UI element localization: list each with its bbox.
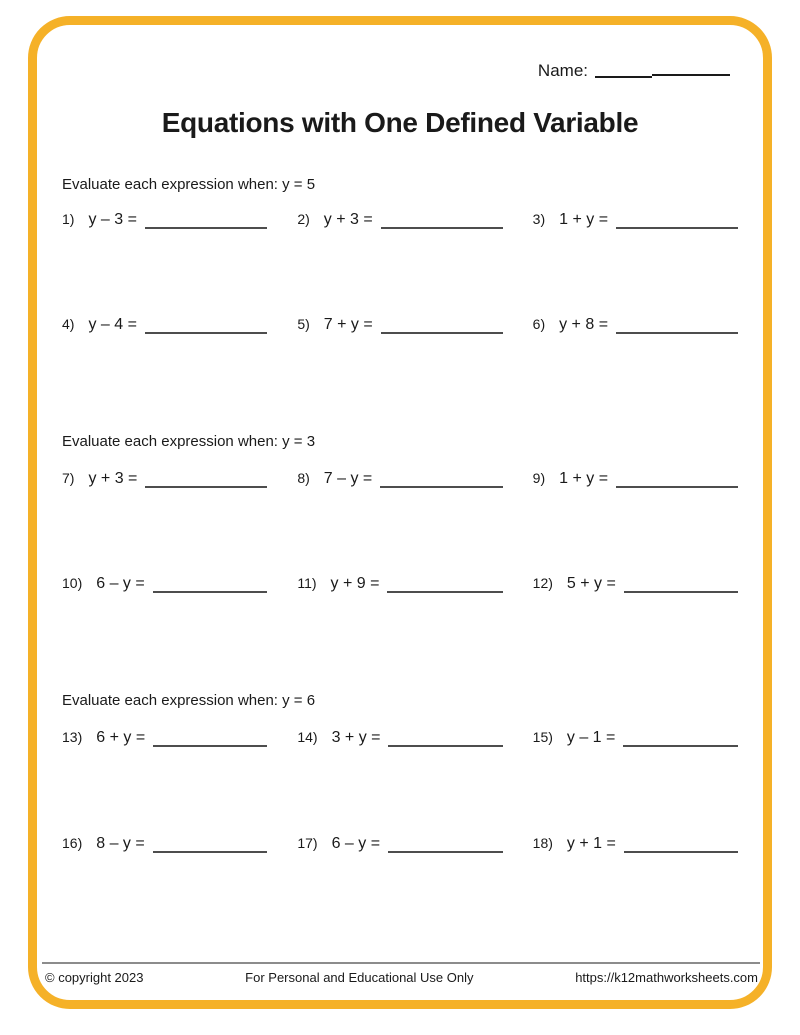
answer-line [145, 217, 267, 229]
problem-expression: 6 – y = [331, 835, 381, 852]
problem-expression: y + 8 = [559, 316, 609, 333]
problem-5 [297, 316, 502, 334]
problem-expression: y – 1 = [566, 729, 616, 746]
footer [45, 970, 758, 985]
section-instruction: Evaluate each expression when: y = 3 [62, 433, 316, 450]
problem-expression: 8 – y = [96, 835, 145, 852]
problem-number: 7) [62, 470, 75, 486]
problem-number: 15) [532, 729, 553, 745]
problem-expression: 3 + y = [331, 729, 381, 746]
problem-number: 13) [62, 729, 83, 745]
problem-row [62, 729, 738, 747]
answer-line [145, 322, 267, 334]
answer-line [624, 581, 738, 593]
problem-12 [533, 575, 738, 593]
problem-number: 16) [62, 835, 83, 851]
answer-line [616, 322, 738, 334]
problem-expression: 5 + y = [566, 575, 616, 592]
problem-15 [533, 729, 738, 747]
problem-10 [62, 575, 267, 593]
problem-9 [533, 470, 738, 488]
website-url: https://k12mathworksheets.com [575, 970, 758, 985]
problem-expression: 6 + y = [96, 729, 146, 746]
problem-expression: 7 – y = [323, 470, 373, 487]
problem-number: 12) [532, 575, 553, 591]
section-instruction: Evaluate each expression when: y = 6 [62, 692, 316, 709]
answer-line [380, 476, 502, 488]
problem-number: 3) [532, 211, 546, 227]
section-instruction: Evaluate each expression when: y = 5 [62, 176, 316, 193]
problem-number: 2) [297, 211, 310, 227]
name-row [538, 60, 730, 81]
problem-8 [297, 470, 502, 488]
problem-expression: y + 3 = [88, 470, 138, 487]
answer-line [388, 735, 502, 747]
problem-row [62, 211, 738, 229]
problem-number: 1) [62, 211, 75, 227]
page-title: Equations with One Defined Variable [161, 107, 639, 138]
problem-2 [297, 211, 502, 229]
answer-line [145, 476, 267, 488]
answer-line [624, 841, 738, 853]
problem-17 [297, 835, 502, 853]
problem-number: 5) [297, 316, 310, 332]
problem-number: 14) [297, 729, 318, 745]
problem-1 [62, 211, 267, 229]
name-blank-line [652, 60, 730, 76]
answer-line [623, 735, 738, 747]
problem-expression: 6 – y = [96, 575, 145, 592]
problem-number: 9) [532, 470, 546, 486]
decorative-border [28, 16, 772, 1009]
problem-7 [62, 470, 267, 488]
answer-line [387, 581, 502, 593]
problem-number: 6) [532, 316, 546, 332]
problem-number: 18) [532, 835, 553, 851]
problem-expression: y + 9 = [330, 575, 380, 592]
problem-row [62, 835, 738, 853]
problem-expression: y + 1 = [566, 835, 616, 852]
name-blank-line [595, 62, 652, 78]
problem-11 [297, 575, 502, 593]
problem-expression: y + 3 = [323, 211, 373, 228]
problem-expression: y – 4 = [88, 316, 137, 333]
answer-line [153, 581, 268, 593]
problem-number: 17) [297, 835, 318, 851]
answer-line [153, 841, 268, 853]
problem-16 [62, 835, 267, 853]
problem-number: 10) [62, 575, 83, 591]
problem-number: 11) [297, 575, 317, 591]
answer-line [381, 217, 503, 229]
name-label: Name: [537, 61, 588, 80]
footer-divider [42, 962, 760, 964]
problem-6 [533, 316, 738, 334]
problem-13 [62, 729, 267, 747]
answer-line [388, 841, 503, 853]
problem-row [62, 470, 738, 488]
problem-expression: y – 3 = [88, 211, 137, 228]
problem-expression: 1 + y = [559, 470, 609, 487]
problem-row [62, 316, 738, 334]
answer-line [616, 476, 738, 488]
problem-number: 8) [297, 470, 310, 486]
usage-text: For Personal and Educational Use Only [245, 970, 474, 985]
problem-expression: 1 + y = [559, 211, 609, 228]
problem-4 [62, 316, 267, 334]
answer-line [153, 735, 267, 747]
problem-3 [533, 211, 738, 229]
copyright-text: © copyright 2023 [45, 970, 144, 985]
answer-line [381, 322, 503, 334]
problem-row [62, 575, 738, 593]
problem-expression: 7 + y = [323, 316, 373, 333]
problem-14 [297, 729, 502, 747]
problem-18 [533, 835, 738, 853]
answer-line [616, 217, 738, 229]
problem-number: 4) [62, 316, 75, 332]
